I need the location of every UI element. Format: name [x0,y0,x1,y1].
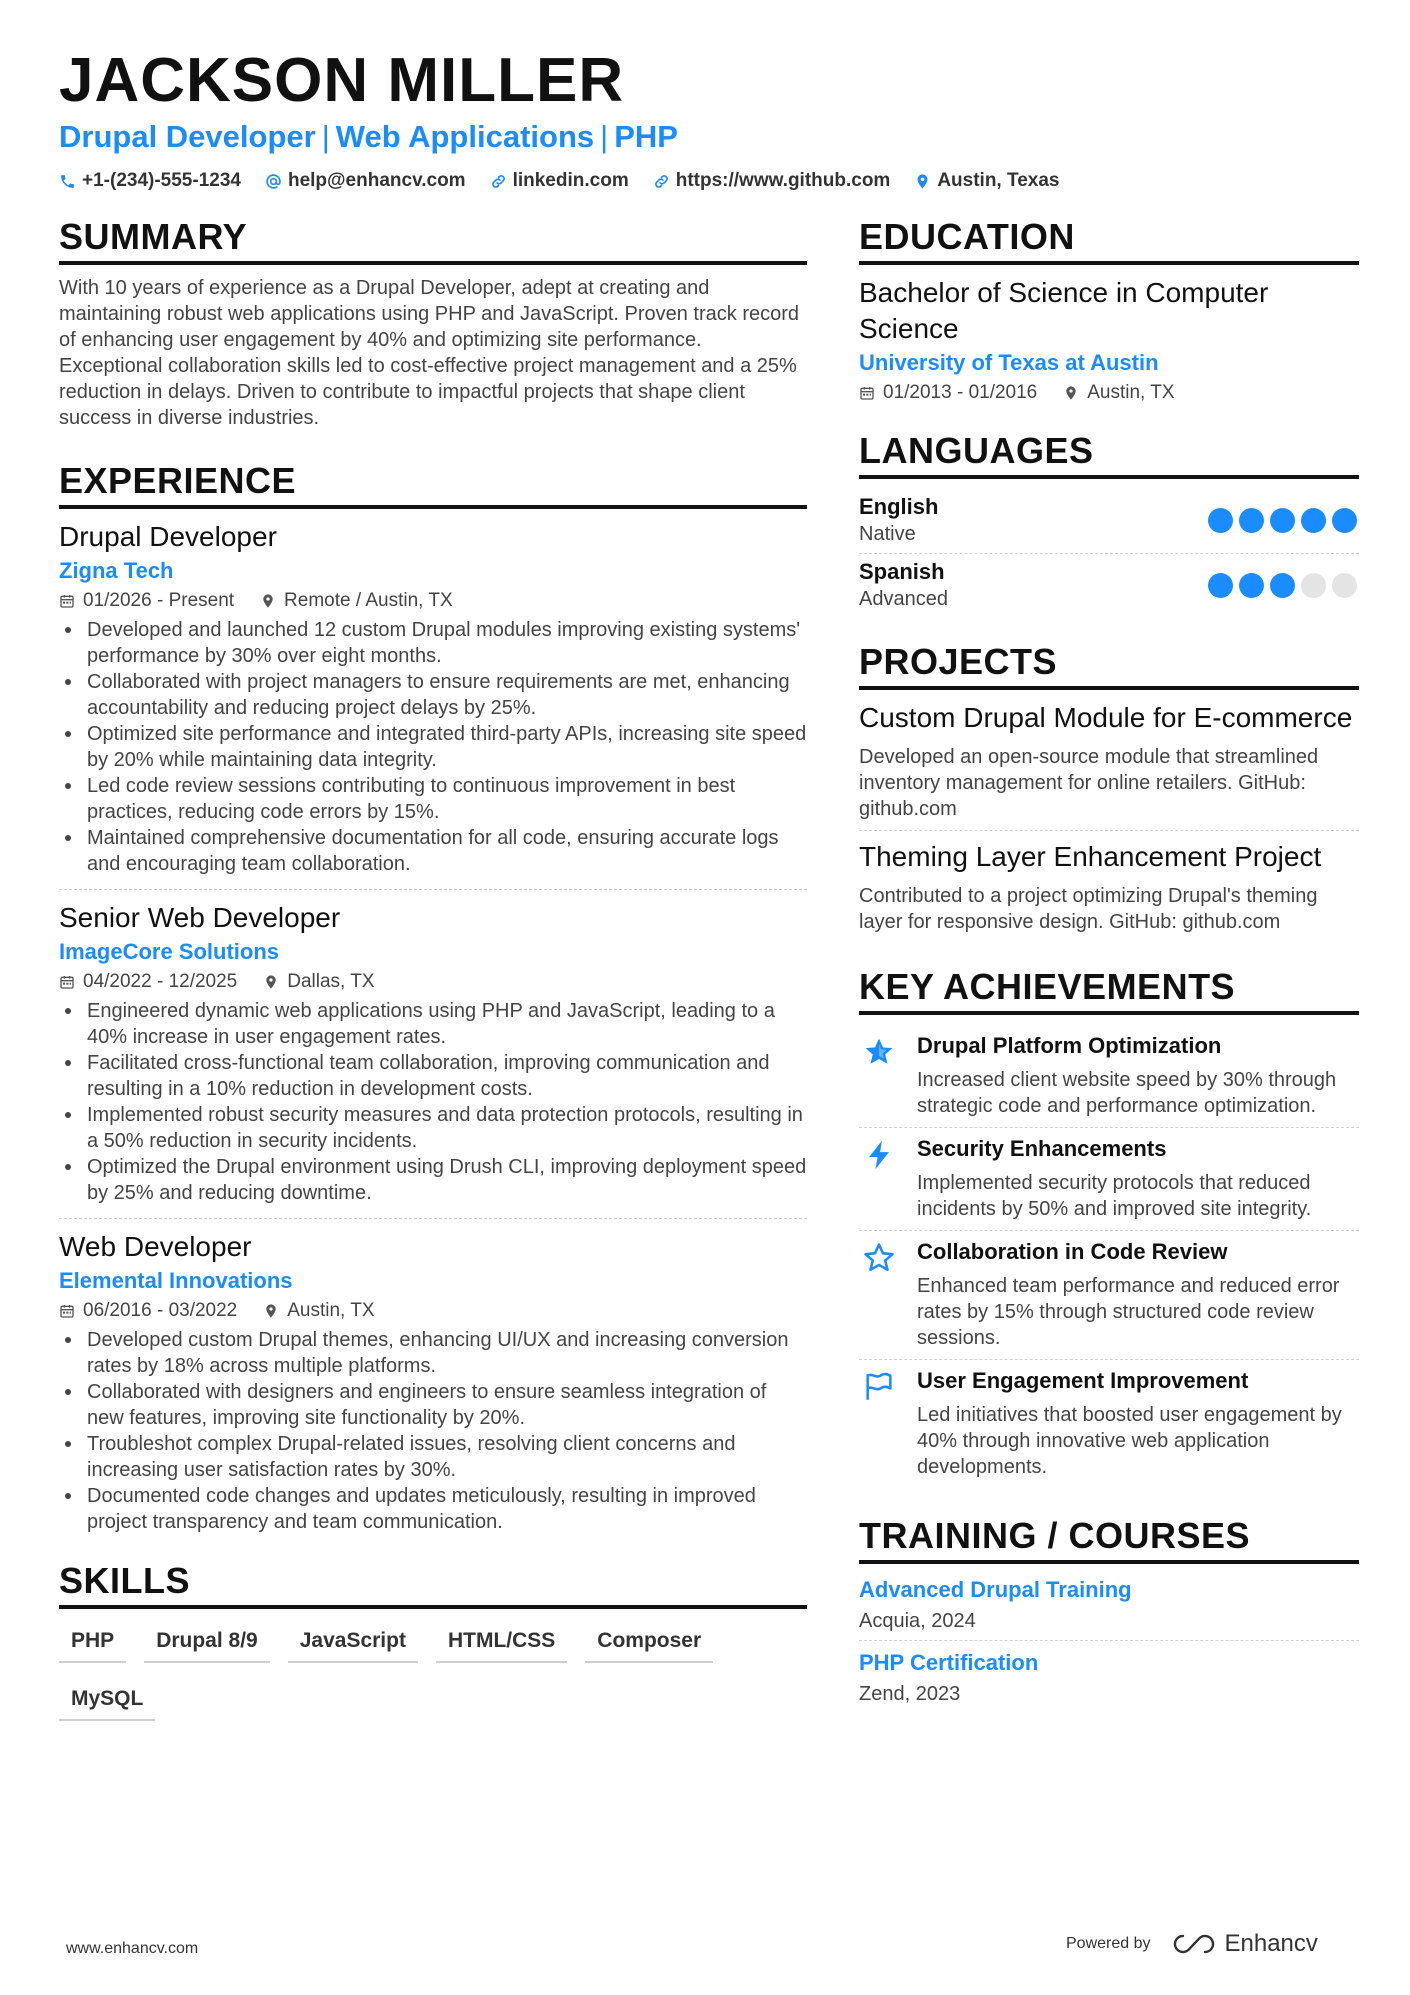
summary-text: With 10 years of experience as a Drupal Developer, adept at creating and maintaining robust web applications using PHP and JavaScript. Proven track record of enhancing user engagement by 40% and optimizing site performance. Exceptional collaboration skills led to cost-effective project management and a 25% reduction in delays. Driven to contribute to impactful projects that shape client success in diverse industries. [59,277,800,429]
course-provider: Acquia, 2024 [859,1610,976,1632]
contact-linkedin[interactable] [490,168,629,194]
flag-icon [862,1370,896,1404]
contact-text: https://www.github.com [675,170,891,191]
divider [59,1218,807,1219]
contact-text: +1-(234)-555-1234 [82,170,241,191]
job-meta [59,1297,807,1325]
language-level: Native [859,523,916,545]
rating-dot-filled [1239,573,1264,598]
phone-icon [59,173,76,190]
training-heading: TRAINING / COURSES [859,1514,1359,1564]
job-dates-text: 06/2016 - 03/2022 [83,1300,238,1321]
job-role: Drupal Developer [59,521,277,552]
job-bullet: Maintained comprehensive documentation for all code, ensuring accurate logs and encouraging team collaboration. [59,825,807,877]
languages-heading: LANGUAGES [859,429,1359,479]
project-desc: Developed an open-source module that streamlined inventory management for online retailers. GitHub: github.com [859,746,1319,820]
job-bullet: Developed custom Drupal themes, enhancing UI/UX and increasing conversion rates by 18% across multiple platforms. [59,1327,807,1379]
project-item [859,839,1359,943]
job-dates [59,968,237,996]
project-desc: Contributed to a project optimizing Drupal's theming layer for responsive design. GitHub: github.com [859,885,1318,933]
rating-dot-filled [1208,508,1233,533]
projects-heading: PROJECTS [859,640,1359,690]
candidate-name: JACKSON MILLER [59,46,625,115]
location-pin-icon [263,974,279,990]
link-icon [653,173,670,190]
skill-tag: Composer [585,1619,713,1663]
job-location [263,968,374,996]
school: University of Texas at Austin [859,350,1159,375]
link-icon [490,173,507,190]
job-dates [59,587,234,615]
achievement-item [859,1231,1359,1359]
project-item [859,700,1359,830]
job-location-text: Remote / Austin, TX [284,590,453,611]
achievement-item [859,1025,1359,1127]
language-name: English [859,494,939,519]
calendar-icon [859,385,875,401]
education-heading: EDUCATION [859,215,1359,265]
rating-dot-empty [1332,573,1357,598]
job-bullets [59,617,807,877]
job-bullet: Collaborated with designers and engineers to ensure seamless integration of new features, improving site functionality by 20%. [59,1379,807,1431]
experience-heading: EXPERIENCE [59,459,807,509]
course-item [859,1574,1359,1640]
language-rating [1208,508,1357,533]
language-rating [1208,573,1357,598]
job-bullets [59,998,807,1206]
job-dates-text: 01/2026 - Present [83,590,235,611]
lightning-icon [862,1138,896,1172]
course-provider: Zend, 2023 [859,1683,961,1705]
contact-text: Austin, Texas [937,170,1060,191]
achievement-title: Collaboration in Code Review [917,1239,1228,1264]
headline-part: Web Applications [335,119,595,154]
skills-heading: SKILLS [59,1559,807,1609]
skills-list [59,1619,807,1721]
job-location [263,1297,374,1325]
education-meta [859,379,1359,407]
rating-dot-filled [1208,573,1233,598]
job-company: ImageCore Solutions [59,939,280,964]
job-location-text: Dallas, TX [287,971,375,992]
headline-part: PHP [614,119,678,154]
calendar-icon [59,1303,75,1319]
job-bullet: Implemented robust security measures and data protection protocols, resulting in a 50% reduction in security incidents. [59,1102,807,1154]
achievements-heading: KEY ACHIEVEMENTS [859,965,1359,1015]
achievement-item [859,1360,1359,1488]
skill-tag: Drupal 8/9 [144,1619,270,1663]
calendar-icon [59,974,75,990]
contact-location [914,168,1059,194]
job-role: Web Developer [59,1231,252,1262]
job-bullet: Documented code changes and updates meticulously, resulting in improved project transparency and team communication. [59,1483,807,1535]
rating-dot-empty [1301,573,1326,598]
summary-heading: SUMMARY [59,215,807,265]
job-bullet: Engineered dynamic web applications using PHP and JavaScript, leading to a 40% increase in user engagement rates. [59,998,807,1050]
achievement-desc: Increased client website speed by 30% through strategic code and performance optimization. [917,1069,1337,1117]
brand-name: Enhancv [1224,1930,1318,1957]
headline [59,117,678,157]
project-title: Theming Layer Enhancement Project [859,841,1322,872]
calendar-icon [59,593,75,609]
job-meta [59,587,807,615]
job-bullet: Optimized site performance and integrated third-party APIs, increasing site speed by 20% while maintaining data integrity. [59,721,807,773]
education-dates-text: 01/2013 - 01/2016 [883,382,1038,403]
job-location-text: Austin, TX [287,1300,375,1321]
language-level: Advanced [859,588,948,610]
left-column [59,215,807,1721]
job-bullet: Troubleshot complex Drupal-related issues, resolving client concerns and increasing user satisfaction rates by 30%. [59,1431,807,1483]
contact-text: linkedin.com [512,170,629,191]
rating-dot-filled [1301,508,1326,533]
education-dates [859,379,1037,407]
job-bullet: Optimized the Drupal environment using Drush CLI, improving deployment speed by 25% and reducing downtime. [59,1154,807,1206]
skill-tag: HTML/CSS [436,1619,567,1663]
skill-tag: JavaScript [288,1619,418,1663]
brand-logo[interactable] [1171,1930,1318,1958]
job-dates [59,1297,237,1325]
rating-dot-filled [1270,508,1295,533]
job-entry [59,519,807,885]
education-location [1063,379,1174,407]
achievement-desc: Enhanced team performance and reduced error rates by 15% through structured code review sessions. [917,1275,1340,1349]
achievement-item [859,1128,1359,1230]
job-entry [59,1229,807,1543]
course-title: Advanced Drupal Training [859,1577,1132,1602]
language-name: Spanish [859,559,945,584]
contact-email[interactable] [265,168,466,194]
location-pin-icon [914,173,931,190]
rating-dot-filled [1270,573,1295,598]
powered-by-text: Powered by [1066,1935,1151,1952]
divider [859,1640,1359,1641]
at-icon [265,173,282,190]
location-pin-icon [260,593,276,609]
achievement-title: Drupal Platform Optimization [917,1033,1222,1058]
job-company: Zigna Tech [59,558,174,583]
course-item [859,1647,1359,1713]
location-pin-icon [263,1303,279,1319]
achievement-desc: Implemented security protocols that reduced incidents by 50% and improved site integrity. [917,1172,1312,1220]
rating-dot-filled [1332,508,1357,533]
star-filled-icon [862,1035,896,1069]
job-bullet: Collaborated with project managers to ensure requirements are met, enhancing accountability and reducing project delays by 25%. [59,669,807,721]
job-bullets [59,1327,807,1535]
skill-tag: MySQL [59,1677,155,1721]
contact-bar [59,168,1059,194]
enhancv-logo-icon [1171,1932,1217,1956]
job-location [260,587,453,615]
star-outline-icon [862,1241,896,1275]
footer-brand-area [1066,1930,1318,1958]
achievement-title: User Engagement Improvement [917,1368,1249,1393]
job-role: Senior Web Developer [59,902,341,933]
contact-github[interactable] [653,168,891,194]
job-entry [59,900,807,1214]
contact-phone[interactable] [59,168,241,194]
divider [59,889,807,890]
job-dates-text: 04/2022 - 12/2025 [83,971,238,992]
skill-tag: PHP [59,1619,126,1663]
course-title: PHP Certification [859,1650,1039,1675]
headline-separator: | [600,119,609,154]
footer-website[interactable]: www.enhancv.com [66,1940,199,1957]
job-meta [59,968,807,996]
location-pin-icon [1063,385,1079,401]
right-column [859,215,1359,1713]
education-location-text: Austin, TX [1087,382,1175,403]
job-company: Elemental Innovations [59,1268,293,1293]
language-item [859,489,1359,553]
headline-separator: | [321,119,330,154]
job-bullet: Facilitated cross-functional team collaboration, improving communication and resulting in a 10% reduction in development costs. [59,1050,807,1102]
job-bullet: Developed and launched 12 custom Drupal modules improving existing systems' performance by 30% over eight months. [59,617,807,669]
divider [859,830,1359,831]
rating-dot-filled [1239,508,1264,533]
job-bullet: Led code review sessions contributing to continuous improvement in best practices, reducing code errors by 15%. [59,773,807,825]
achievement-desc: Led initiatives that boosted user engagement by 40% through innovative web application developments. [917,1404,1342,1478]
degree: Bachelor of Science in Computer Science [859,277,1269,344]
language-item [859,554,1359,618]
achievement-title: Security Enhancements [917,1136,1167,1161]
project-title: Custom Drupal Module for E-commerce [859,702,1353,733]
headline-part: Drupal Developer [59,119,316,154]
contact-text: help@enhancv.com [287,170,466,191]
